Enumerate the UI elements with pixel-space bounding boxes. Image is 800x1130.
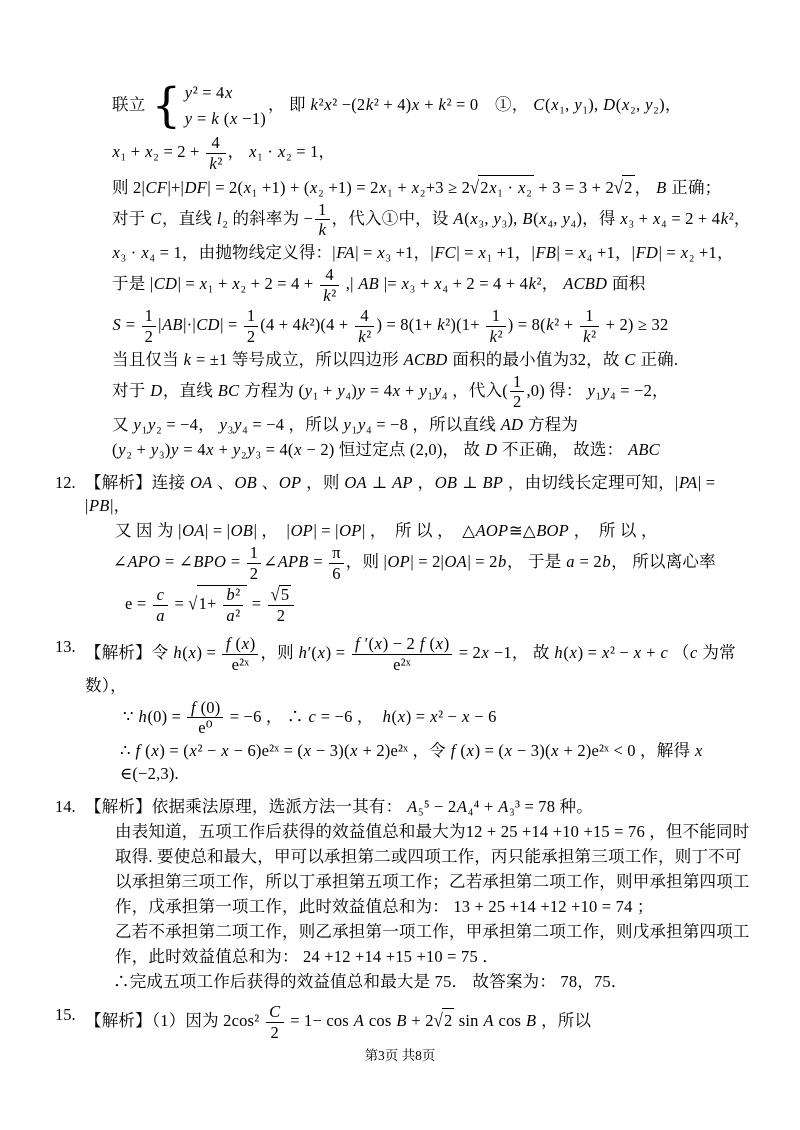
radicand: 1+ $\frac{\text{b²}}{\text{a²}}$ xyxy=(197,585,248,625)
item-number: 13. xyxy=(55,636,76,656)
fraction xyxy=(206,134,226,173)
math-line: 又 y₁y₂ = −4， y₃y₄ = −4 ，所以 y₁y₄ = −8 ，所以直线 AD 方程为 xyxy=(112,415,579,435)
fraction-numerator: 1 xyxy=(247,544,261,564)
radical-icon: √ xyxy=(470,176,480,198)
fraction xyxy=(355,307,375,346)
math-line: 【解析】依据乘法原理，选派方法一其有： A₅⁵ − 2A₄⁴ + A₃³ = 78 种。 xyxy=(85,797,593,817)
radicand: 2x₁ · x₂ xyxy=(478,175,534,199)
fraction-denominator: k² xyxy=(583,326,597,346)
math-line: 【解析】连接 OA 、OB 、OP ，则 OA ⊥ AP ，OB ⊥ BP ，由切线长定理可知，|PA| = |PB|， xyxy=(85,473,716,516)
fraction-numerator: π xyxy=(329,544,344,564)
math-line: S = $\frac{1}{2}$ |AB|·|CD| = $\frac{1}{2}$ (4 + 4k²)(4 + $\frac{4}{\text{k²}}$ ) = 8(1+ k²)(1+ $\frac{1}{\text{k²}}$ ) = 8(k² + $\frac{1}{\text{k²}}$ + 2) ≥ 32 xyxy=(112,305,669,346)
solution-item xyxy=(0,77,800,463)
fraction-numerator: C xyxy=(266,1003,284,1023)
fraction-numerator: 4 xyxy=(206,134,226,154)
brace-icon: { xyxy=(151,77,182,133)
math-line: 【解析】（1）因为 2cos² $\frac{C}{2}$ = 1− cos A cos B + 2√2 sin A cos B ，所以 xyxy=(85,1002,592,1042)
fraction-denominator: 2 xyxy=(270,1022,279,1042)
fraction-numerator: 4 xyxy=(355,307,375,327)
fraction xyxy=(268,585,295,625)
fraction xyxy=(222,635,258,674)
fraction-denominator: 2 xyxy=(249,563,259,583)
fraction-denominator: e²ˣ xyxy=(231,654,250,674)
math-line: 于是 |CD| = x₁ + x₂ + 2 = 4 + $\frac{4}{\text{k²}}$ ,| AB |= x₃ + x₄ + 2 = 4 + 4k²， ACBD 面积 xyxy=(112,265,646,306)
fraction xyxy=(510,373,524,412)
fraction xyxy=(580,307,600,346)
square-root xyxy=(614,175,635,199)
equation-system xyxy=(151,77,266,133)
square-root xyxy=(434,1008,455,1032)
fraction-numerator: 1 xyxy=(510,373,524,393)
solution-item xyxy=(0,471,800,627)
fraction-denominator: e⁰ xyxy=(198,718,213,738)
fraction-denominator: 6 xyxy=(332,563,341,583)
math-line: 作，戊承担第一项工作，此时效益值总和为： 13 + 25 +14 +12 +10 = 74 ； xyxy=(115,897,654,917)
math-line: 对于 C，直线 l₂ 的斜率为 − $\frac{1}{k}$ ，代入①中，设 A(x₃, y₃), B(x₄, y₄)，得 x₃ + x₄ = 2 + 4k²， xyxy=(112,199,751,240)
math-line: x₃ · x₄ = 1，由抛物线定义得：|FA| = x₃ +1，|FC| = x₁ +1，|FB| = x₄ +1，|FD| = x₂ +1， xyxy=(112,243,734,263)
math-line: 又 因 为 |OA| = |OB| ， |OP| = |OP| ， 所 以 ， △AOP≅△BOP ， 所 以 ， xyxy=(115,521,658,541)
fraction-numerator: 1 xyxy=(315,201,330,221)
math-line: e = $\frac{c}{a}$ = √1+ $\frac{\text{b²}}{\text{a²}}$ = $\frac{√5}{2}$ xyxy=(85,585,752,625)
item-body xyxy=(85,1003,800,1044)
fraction-numerator: 1 xyxy=(244,307,258,327)
fraction-denominator: e²ˣ xyxy=(393,654,411,674)
math-line: ∠APO = ∠BPO = $\frac{1}{2}$ ∠APB = $\frac{\pi}{6}$ ，则 |OP| = 2|OA| = 2b， 于是 a = 2b， 所以离心率 xyxy=(113,543,716,583)
system-row: y² = 4x xyxy=(184,83,233,102)
fraction xyxy=(223,586,244,625)
fraction-numerator: f (x) xyxy=(222,635,258,655)
item-body xyxy=(85,471,800,627)
math-line: 取得. 要使总和最大，甲可以承担第二或四项工作，丙只能承担第三项工作，则丁不可 xyxy=(115,847,742,867)
math-line: 对于 D，直线 BC 方程为 (y₁ + y₄)y = 4x + y₁y₄ ，代入( $\frac{1}{2}$ ,0) 得： y₁y₄ = −2， xyxy=(112,371,669,412)
solution-item xyxy=(0,795,800,995)
radical-icon: √ xyxy=(188,592,198,614)
fraction-numerator: f ′(x) − 2 f (x) xyxy=(352,635,453,655)
math-line: 联立 { y² = 4x y = k (x −1) ， 即 k²x² −(2k² + 4)x + k² = 0 ①， C(x₁, y₁), D(x₂, y₂)， xyxy=(112,77,682,133)
fraction-numerator: c xyxy=(153,586,168,606)
item-number: 15. xyxy=(55,1005,76,1025)
fraction xyxy=(153,586,168,625)
fraction xyxy=(142,307,156,346)
math-line: 则 2|CF|+|DF| = 2(x₁ +1) + (x₂ +1) = 2x₁ + x₂+3 ≥ 2√2x₁ · x₂ + 3 = 3 + 2√2 ， B 正确； xyxy=(85,175,752,199)
fraction-denominator: k xyxy=(318,220,327,240)
fraction xyxy=(320,266,340,305)
radical-icon: √ xyxy=(270,584,280,606)
item-body xyxy=(85,77,800,463)
fraction-numerator: 1 xyxy=(142,307,156,327)
square-root xyxy=(271,585,292,604)
fraction xyxy=(244,307,258,346)
item-number: 12. xyxy=(55,473,76,493)
math-line: (y₂ + y₃)y = 4x + y₂y₃ = 4(x − 2) 恒过定点 (2,0)， 故 D 不正确， 故选： ABC xyxy=(112,440,660,460)
math-line: 乙若不承担第二项工作，则乙承担第一项工作，甲承担第二项工作，则戊承担第四项工 xyxy=(115,922,750,942)
radical-icon: √ xyxy=(433,1010,443,1032)
fraction-numerator: b² xyxy=(223,586,244,606)
system-rows xyxy=(184,80,266,132)
page-footer: 第3页 共8页 xyxy=(364,1048,436,1063)
math-line: x₁ + x₂ = 2 + $\frac{4}{\text{k²}}$ ， x₁ · x₂ = 1， xyxy=(112,133,336,173)
fraction xyxy=(486,307,506,346)
fraction-numerator: 4 xyxy=(320,266,340,286)
math-line: ∴完成五项工作后获得的效益值总和最大是 75． 故答案为： 78，75． xyxy=(113,972,628,992)
item-body xyxy=(85,635,800,787)
fraction xyxy=(329,544,344,583)
fraction-numerator: 1 xyxy=(486,307,506,327)
fraction-denominator: k² xyxy=(358,326,372,346)
solution-blocks xyxy=(0,77,800,1052)
solution-item xyxy=(0,1003,800,1044)
item-number: 14. xyxy=(55,797,76,817)
fraction-numerator: f (0) xyxy=(187,699,223,719)
square-root xyxy=(470,175,534,199)
fraction-denominator: a² xyxy=(226,605,241,625)
fraction xyxy=(247,544,261,583)
math-line: 【解析】令 h(x) = $\frac{f (x)}{\text{e²ˣ}}$ ，则 h′(x) = $\frac{f '(x) - 2 f (x)}{\text{e²ˣ}}$ = 2x −1， 故 h(x) = x² − x + c （c 为常数）， xyxy=(85,633,736,695)
fraction-denominator: k² xyxy=(489,326,503,346)
math-line: 当且仅当 k = ±1 等号成立，所以四边形 ACBD 面积的最小值为32，故 C 正确. xyxy=(112,349,679,369)
fraction xyxy=(266,1003,284,1042)
fraction-numerator: 1 xyxy=(580,307,600,327)
math-line: 作，此时效益值总和为： 24 +12 +14 +15 +10 = 75 ． xyxy=(115,947,499,967)
radicand: 2 xyxy=(622,175,634,199)
solution-item xyxy=(0,635,800,787)
square-root xyxy=(188,585,247,625)
radicand: 5 xyxy=(280,585,290,605)
fraction-denominator: a xyxy=(156,605,165,625)
math-line: ∵ h(0) = $\frac{f (0)}{\text{e⁰}}$ = −6 ， ∴ c = −6 ， h(x) = x² − x − 6 xyxy=(123,697,497,738)
fraction-denominator: k² xyxy=(209,153,223,173)
math-line: 由表知道，五项工作后获得的效益值总和最大为12 + 25 +14 +10 +15 = 76 ，但不能同时 xyxy=(115,822,750,842)
item-body xyxy=(85,795,800,995)
fraction-denominator: 2 xyxy=(512,392,522,412)
fraction xyxy=(315,201,330,240)
fraction-denominator: 2 xyxy=(144,326,154,346)
system-row: y = k (x −1) xyxy=(184,109,266,128)
radicand: 2 xyxy=(442,1008,454,1032)
fraction-denominator: 2 xyxy=(276,606,286,626)
fraction-numerator xyxy=(268,585,295,606)
math-line: 以承担第三项工作，所以丁承担第五项工作；乙若承担第二项工作，则甲承担第四项工 xyxy=(115,872,750,892)
fraction xyxy=(187,699,223,738)
item-number xyxy=(55,80,85,463)
fraction-denominator: k² xyxy=(323,286,337,306)
fraction xyxy=(352,635,453,674)
math-line: ∴ f (x) = (x² − x − 6)e²ˣ = (x − 3)(x + 2)e²ˣ ，令 f (x) = (x − 3)(x + 2)e²ˣ < 0 ，解得 x ∈(−2,3). xyxy=(120,741,703,784)
fraction-denominator: 2 xyxy=(246,326,256,346)
radical-icon: √ xyxy=(613,176,624,198)
